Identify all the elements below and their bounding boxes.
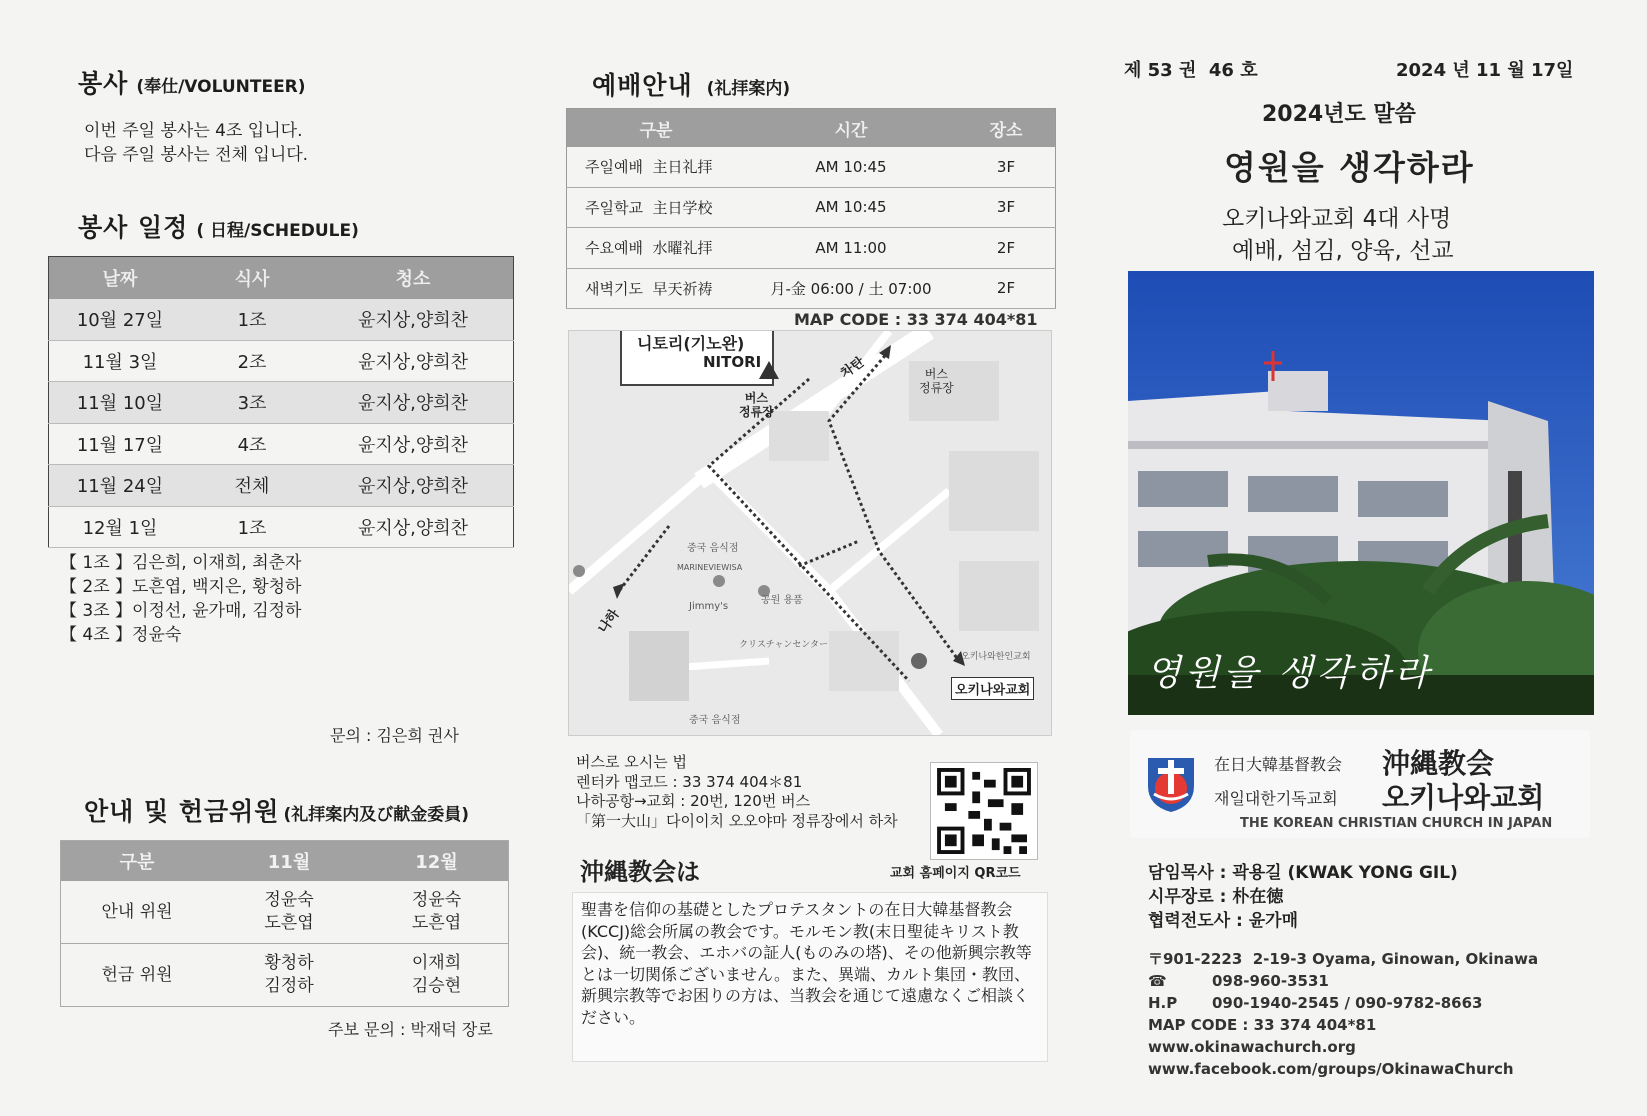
usher-table [60, 840, 509, 1007]
map-bus-stop-1: 버스 정류장 [739, 391, 774, 419]
table-row: 수요예배 水曜礼拝 AM 11:00 2F [567, 228, 1056, 269]
about-text: 聖書を信仰の基礎としたプロテスタントの在日大韓基督教会(KCCJ)総会所属の教会です。モルモン教(末日聖徒キリスト教会)、統一教会、エホバの証人(ものみの塔)、その他新興宗教等とは一切関係ございません。また、異端、カルト集団・教団、新興宗教等でお困りの方は、当教会を通じて遠慮なくご相談ください。 [572, 892, 1048, 1062]
qr-icon [936, 768, 1032, 854]
volunteer-heading: 봉사 (奉仕/VOLUNTEER) [78, 69, 306, 98]
word-year: 2024년도 말씀 [1262, 102, 1416, 127]
issue-date: 2024 년 11 월 17일 [1396, 60, 1574, 81]
mission-list: 예배, 섬김, 양육, 선교 [1232, 238, 1454, 264]
group-list: 【 1조 】김은희, 이재희, 최춘자 【 2조 】도흔엽, 백지은, 황청하 【 3조 】이정선, 윤가매, 김정하 【 4조 】정윤숙 [60, 553, 302, 645]
facebook-link[interactable]: www.facebook.com/groups/OkinawaChurch [1148, 1060, 1514, 1078]
map-korean-church-jp: 오키나와한인교회 [961, 652, 1031, 662]
table-row: 11월 24일 전체 윤지상,양희찬 [49, 465, 514, 507]
mapcode: MAP CODE : 33 374 404*81 [1148, 1016, 1377, 1034]
issue-number: 제 53 권 46 호 [1124, 60, 1258, 81]
contact-info [1148, 948, 1538, 1080]
map-sports-shop: 공원 용품 [761, 595, 803, 606]
photo-caption: 영원을 생각하라 [1146, 653, 1433, 694]
map-nitori-en: NITORI [703, 353, 762, 371]
map-chatan-label: 차탄 [838, 354, 868, 382]
schedule-table [48, 256, 514, 548]
table-row: 11월 17일 4조 윤지상,양희찬 [49, 423, 514, 465]
website-link[interactable]: www.okinawachurch.org [1148, 1038, 1356, 1056]
map-chinese-restaurant-2: 중국 음식점 [689, 715, 741, 726]
phone-icon: ☎ [1148, 972, 1167, 990]
about-heading: 沖縄教会は [580, 858, 700, 886]
church-name-en: THE KOREAN CHRISTIAN CHURCH IN JAPAN [1240, 816, 1553, 831]
church-photo [1128, 271, 1594, 715]
table-row: 주일학교 主日学校 AM 10:45 3F [567, 187, 1056, 228]
map-jimmys: Jimmy's [689, 601, 729, 612]
worship-table [566, 108, 1056, 309]
mobile-row: H.P 090-1940-2545 / 090-9782-8663 [1148, 994, 1483, 1012]
map-marineview: MARINEVIEWISA [677, 563, 743, 572]
church-name-jp: 沖縄教会 [1382, 747, 1495, 780]
table-row: 안내 위원 정윤숙 도흔엽 정윤숙 도흔엽 [61, 881, 509, 944]
table-row: 12월 1일 1조 윤지상,양희찬 [49, 506, 514, 548]
table-header: 날짜 식사 청소 [49, 257, 514, 300]
table-row: 헌금 위원 황청하 김정하 이재희 김승현 [101, 953, 462, 996]
table-header: 구분 시간 장소 [567, 109, 1056, 148]
table-row: 10월 27일 1조 윤지상,양희찬 [49, 299, 514, 340]
church-name-ko-small: 재일대한기독교회 [1214, 789, 1338, 808]
kccj-logo-icon [1144, 750, 1198, 814]
schedule-heading: 봉사 일정 ( 日程/SCHEDULE) [78, 213, 359, 242]
church-logo-box [1130, 730, 1590, 838]
usher-heading: 안내 및 헌금위원 (礼拝案内及び献金委員) [84, 797, 470, 826]
qr-code[interactable] [930, 762, 1038, 860]
table-row: 주일예배 主日礼拝 AM 10:45 3F [567, 147, 1056, 187]
kccj-logo [1144, 750, 1198, 814]
church-map [568, 330, 1052, 736]
worship-heading: 예배안내 (礼拝案内) [592, 71, 791, 100]
map-church-label: 오키나와교회 [951, 677, 1034, 700]
word-title: 영원을 생각하라 [1224, 148, 1475, 187]
table-row: 11월 3일 2조 윤지상,양희찬 [49, 340, 514, 382]
mission-title: 오키나와교회 4대 사명 [1222, 206, 1452, 232]
table-header: 구분 11월 12월 [61, 841, 509, 882]
schedule-contact: 문의 : 김은희 권사 [330, 726, 459, 745]
church-name-jp-small: 在日大韓基督教会 [1214, 755, 1343, 774]
bulletin-contact: 주보 문의 : 박재덕 장로 [328, 1020, 493, 1039]
qr-label: 교회 홈페이지 QR코드 [890, 866, 1021, 881]
volunteer-info: 이번 주일 봉사는 4조 입니다. 다음 주일 봉사는 전체 입니다. [84, 121, 309, 165]
map-naha-label: 나하 [595, 607, 623, 637]
map-nitori-ko: 니토리(기노완) [637, 334, 745, 353]
table-row: 새벽기도 早天祈祷 月-金 06:00 / 土 07:00 2F [567, 268, 1056, 309]
map-christian-center: クリスチャンセンター [739, 640, 829, 650]
map-code-label: MAP CODE : 33 374 404*81 [794, 310, 1038, 329]
map-graphic [569, 331, 1051, 735]
table-row: 11월 10일 3조 윤지상,양희찬 [49, 382, 514, 424]
map-bus-stop-2: 버스 정류장 [919, 367, 954, 395]
map-chinese-restaurant: 중국 음식점 [687, 543, 739, 554]
directions: 버스로 오시는 법 렌터카 맵코드 : 33 374 404＊81 나하공항→교회 : 20번, 120번 버스 「第一大山」다이이치 오오야마 정류장에서 하차 [576, 753, 898, 830]
address: 〒901-2223 2-19-3 Oyama, Ginowan, Okinawa [1148, 950, 1539, 968]
church-name-ko: 오키나와교회 [1382, 781, 1545, 814]
phone-row: ☎ 098-960-3531 [1148, 972, 1329, 990]
staff-list: 담임목사 : 곽용길 (KWAK YONG GIL) 시무장로 : 朴在徳 협력전도사 : 윤가매 [1148, 863, 1458, 931]
